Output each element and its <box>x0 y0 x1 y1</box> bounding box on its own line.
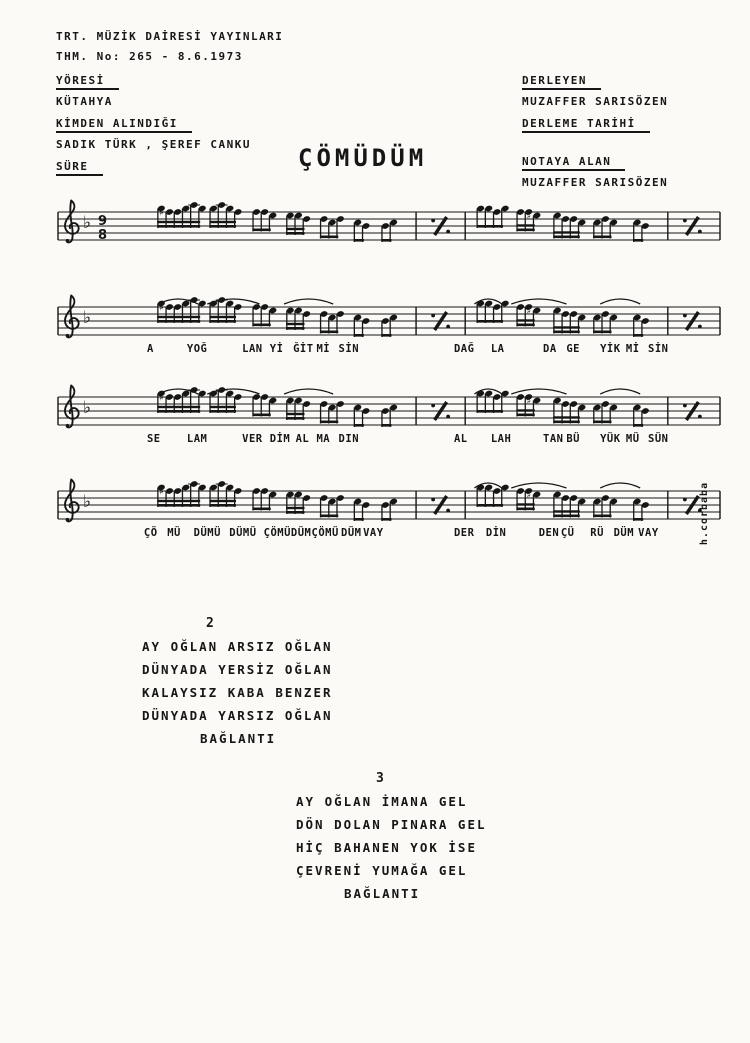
lyric-syllable: ÇÖMÜ <box>311 527 339 539</box>
lyric-syllable: DEN <box>538 527 560 539</box>
staff-notation-1 <box>56 194 728 246</box>
slur <box>511 483 566 488</box>
slur <box>600 299 640 304</box>
treble-clef-icon <box>65 480 79 522</box>
accidental: ♮ <box>287 490 292 501</box>
flat-sign: ♭ <box>83 213 92 233</box>
verse-line: KALAYSIZ KABA BENZER <box>142 685 333 700</box>
lyric-syllable: A <box>146 343 154 355</box>
field-label-derleyen: DERLEYEN <box>522 74 601 87</box>
accidental: ♯ <box>158 486 164 498</box>
accidental: ♯ <box>526 490 532 501</box>
treble-clef-icon <box>65 201 79 243</box>
treble-clef-icon <box>65 386 79 428</box>
lyric-syllable: MA <box>316 433 331 445</box>
lyric-syllable: VAY <box>363 527 384 539</box>
accidental: ♯ <box>526 396 532 407</box>
lyrics-row-4 <box>56 527 728 545</box>
verse-line: DÜNYADA YARSIZ OĞLAN <box>142 708 333 723</box>
field-value-derleyen: MUZAFFER SARISÖZEN <box>522 95 669 108</box>
time-signature-bottom: 8 <box>98 228 108 243</box>
lyric-syllable: ĞİT <box>293 343 314 355</box>
slur <box>511 389 566 394</box>
slur <box>284 389 333 394</box>
publisher-line-2: THM. No: 265 - 8.6.1973 <box>56 50 243 63</box>
accidental: ♯ <box>526 211 532 222</box>
accidental: ♯ <box>526 306 532 317</box>
lyric-syllable: VAY <box>638 527 659 539</box>
field-label-sure: SÜRE <box>56 160 103 173</box>
lyric-syllable: YOĞ <box>186 343 208 355</box>
lyric-syllable: SÜN <box>648 433 669 445</box>
lyric-syllable: LA <box>490 343 505 355</box>
lyric-syllable: YÜK <box>600 433 621 445</box>
staff-notation-4 <box>56 473 728 525</box>
verse-number: 3 <box>376 771 386 786</box>
lyric-syllable: ÇÜ <box>560 527 575 539</box>
lyric-syllable: DIN <box>338 433 360 445</box>
lyric-syllable: DÜM <box>613 527 635 539</box>
verse-line: AY OĞLAN İMANA GEL <box>296 794 468 809</box>
accidental: ♮ <box>287 211 292 222</box>
flat-sign: ♭ <box>83 308 92 328</box>
verse-refrain: BAĞLANTI <box>200 731 277 746</box>
lyric-syllable: RÜ <box>590 527 604 539</box>
slur <box>600 389 640 394</box>
verse-line: AY OĞLAN ARSIZ OĞLAN <box>142 639 333 654</box>
lyric-syllable: Mİ <box>316 343 331 355</box>
lyric-syllable: Yİ <box>269 343 284 355</box>
lyric-syllable: LAM <box>186 433 208 445</box>
song-title: ÇÖMÜDÜM <box>298 144 428 172</box>
field-value-yoresi: KÜTAHYA <box>56 95 113 108</box>
lyric-syllable: TAN <box>543 433 564 445</box>
lyric-syllable: DÜM <box>341 527 362 539</box>
lyric-syllable: VER <box>242 433 263 445</box>
lyric-syllable: BÜ <box>566 433 580 445</box>
lyrics-row-2 <box>56 343 728 361</box>
accidental: ♯ <box>158 207 164 219</box>
lyric-syllable: DAĞ <box>453 343 475 355</box>
lyric-syllable: Mİ <box>625 343 640 355</box>
field-value-kimden-alindigi: SADIK TÜRK , ŞEREF CANKU <box>56 138 251 151</box>
staff-line-3 <box>56 379 728 471</box>
lyric-syllable: DÜMÜ <box>229 527 257 539</box>
lyric-syllable: DA <box>543 343 557 355</box>
flat-sign: ♭ <box>83 492 92 512</box>
lyric-syllable: AL <box>453 433 468 445</box>
slur <box>284 299 333 304</box>
lyric-syllable: AL <box>295 433 310 445</box>
flat-sign: ♭ <box>83 398 92 418</box>
verse-line: HİÇ BAHANEN YOK İSE <box>296 840 477 855</box>
time-signature-top: 9 <box>98 214 108 229</box>
field-label-kimden-alindigi: KİMDEN ALINDIĞI <box>56 117 192 130</box>
lyrics-row-1 <box>56 248 728 266</box>
field-value-notaya-alan: MUZAFFER SARISÖZEN <box>522 176 669 189</box>
verse-refrain: BAĞLANTI <box>344 886 421 901</box>
verse-number: 2 <box>206 616 216 631</box>
lyric-syllable: GE <box>566 343 580 355</box>
lyrics-row-3 <box>56 433 728 451</box>
lyric-syllable: LAN <box>242 343 263 355</box>
lyric-syllable: LAH <box>490 433 512 445</box>
field-label-yoresi: YÖRESİ <box>56 74 119 87</box>
verse-2 <box>142 612 333 750</box>
lyric-syllable: DİM <box>269 433 291 445</box>
lyric-syllable: DİN <box>485 527 507 539</box>
staff-line-2 <box>56 289 728 381</box>
accidental: ♯ <box>158 392 164 404</box>
lyric-syllable: SİN <box>648 343 669 355</box>
lyric-syllable: DÜMÜ <box>193 527 221 539</box>
verse-3 <box>296 767 487 905</box>
staff-line-4 <box>56 473 728 565</box>
verse-line: ÇEVRENİ YUMAĞA GEL <box>296 863 468 878</box>
lyric-syllable: SİN <box>338 343 360 355</box>
treble-clef-icon <box>65 296 79 338</box>
accidental: ♮ <box>287 396 292 407</box>
verse-line: DÜNYADA YERSİZ OĞLAN <box>142 662 333 677</box>
lyric-syllable: MÜ <box>625 433 640 445</box>
slur <box>600 483 640 488</box>
staff-notation-3 <box>56 379 728 431</box>
publisher-line-1: TRT. MÜZİK DAİRESİ YAYINLARI <box>56 30 284 43</box>
lyric-syllable: SE <box>146 433 161 445</box>
lyric-syllable: YİK <box>600 343 621 355</box>
lyric-syllable: MÜ <box>167 527 181 539</box>
staff-line-1 <box>56 194 728 286</box>
lyric-syllable: ÇÖMÜDÜM <box>263 527 312 539</box>
field-label-notaya-alan: NOTAYA ALAN <box>522 155 625 168</box>
field-label-derleme-tarihi: DERLEME TARİHİ <box>522 117 650 130</box>
lyric-syllable: DER <box>453 527 475 539</box>
accidental: ♮ <box>287 306 292 317</box>
slur <box>511 299 566 304</box>
verse-line: DÖN DOLAN PINARA GEL <box>296 817 487 832</box>
staff-notation-2 <box>56 289 728 341</box>
accidental: ♯ <box>158 302 164 314</box>
copyist-credit: h.corbaba <box>698 481 710 546</box>
lyric-syllable: ÇÖ <box>143 527 158 539</box>
